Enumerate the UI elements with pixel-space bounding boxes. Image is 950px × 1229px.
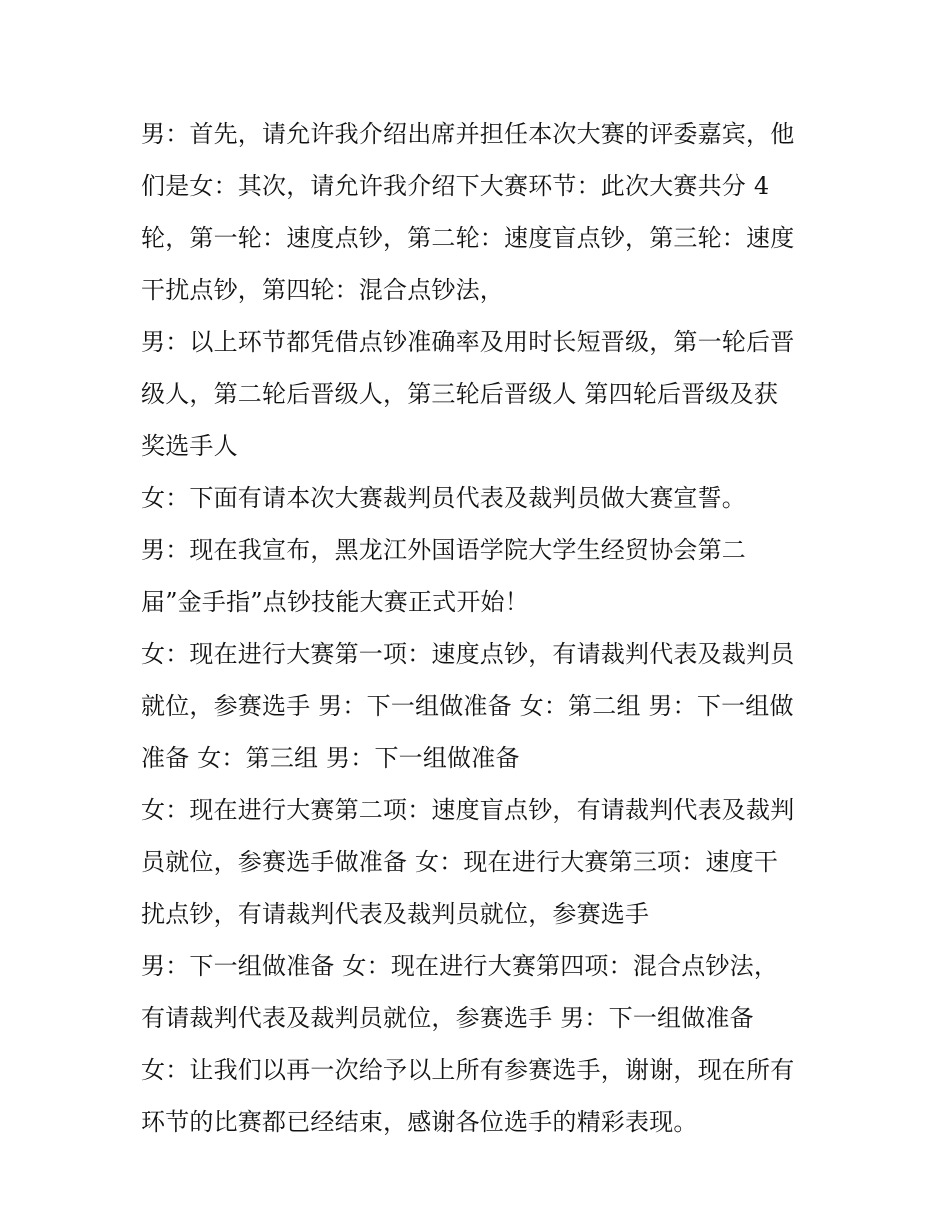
text-line: 准备 女：第三组 男：下一组做准备 [141, 744, 520, 772]
text-line: 男：首先，请允许我介绍出席并担任本次大赛的评委嘉宾，他 [141, 120, 795, 148]
text-line: 员就位，参赛选手做准备 女：现在进行大赛第三项：速度干 [141, 848, 779, 876]
text-line: 女：让我们以再一次给予以上所有参赛选手，谢谢，现在所有 [141, 1056, 795, 1084]
text-line: 女：下面有请本次大赛裁判员代表及裁判员做大赛宣誓。 [141, 484, 746, 512]
text-line: 男：现在我宣布，黑龙江外国语学院大学生经贸协会第二 [141, 536, 746, 564]
text-line: 奖选手人 [141, 432, 238, 460]
text-line: 环节的比赛都已经结束，感谢各位选手的精彩表现。 [141, 1108, 698, 1136]
text-line: 女：现在进行大赛第一项：速度点钞，有请裁判代表及裁判员 [141, 640, 795, 668]
text-line: 轮，第一轮：速度点钞，第二轮：速度盲点钞，第三轮：速度 [141, 224, 795, 252]
text-line: 男：以上环节都凭借点钞准确率及用时长短晋级，第一轮后晋 [141, 328, 795, 356]
text-line: 扰点钞，有请裁判代表及裁判员就位，参赛选手 [141, 900, 650, 928]
text-line: 女：现在进行大赛第二项：速度盲点钞，有请裁判代表及裁判 [141, 796, 795, 824]
text-line: 有请裁判代表及裁判员就位，参赛选手 男：下一组做准备 [141, 1004, 754, 1032]
text-line: 男：下一组做准备 女：现在进行大赛第四项：混合点钞法， [141, 952, 779, 980]
text-line: 们是女：其次，请允许我介绍下大赛环节：此次大赛共分 4 [141, 172, 770, 200]
text-line: 干扰点钞，第四轮：混合点钞法， [141, 276, 504, 304]
document-body [141, 108, 821, 1148]
text-line: 届”金手指”点钞技能大赛正式开始！ [141, 588, 529, 616]
text-line: 就位，参赛选手 男：下一组做准备 女：第二组 男：下一组做 [141, 692, 794, 720]
text-line: 级人，第二轮后晋级人，第三轮后晋级人 第四轮后晋级及获 [141, 380, 779, 408]
